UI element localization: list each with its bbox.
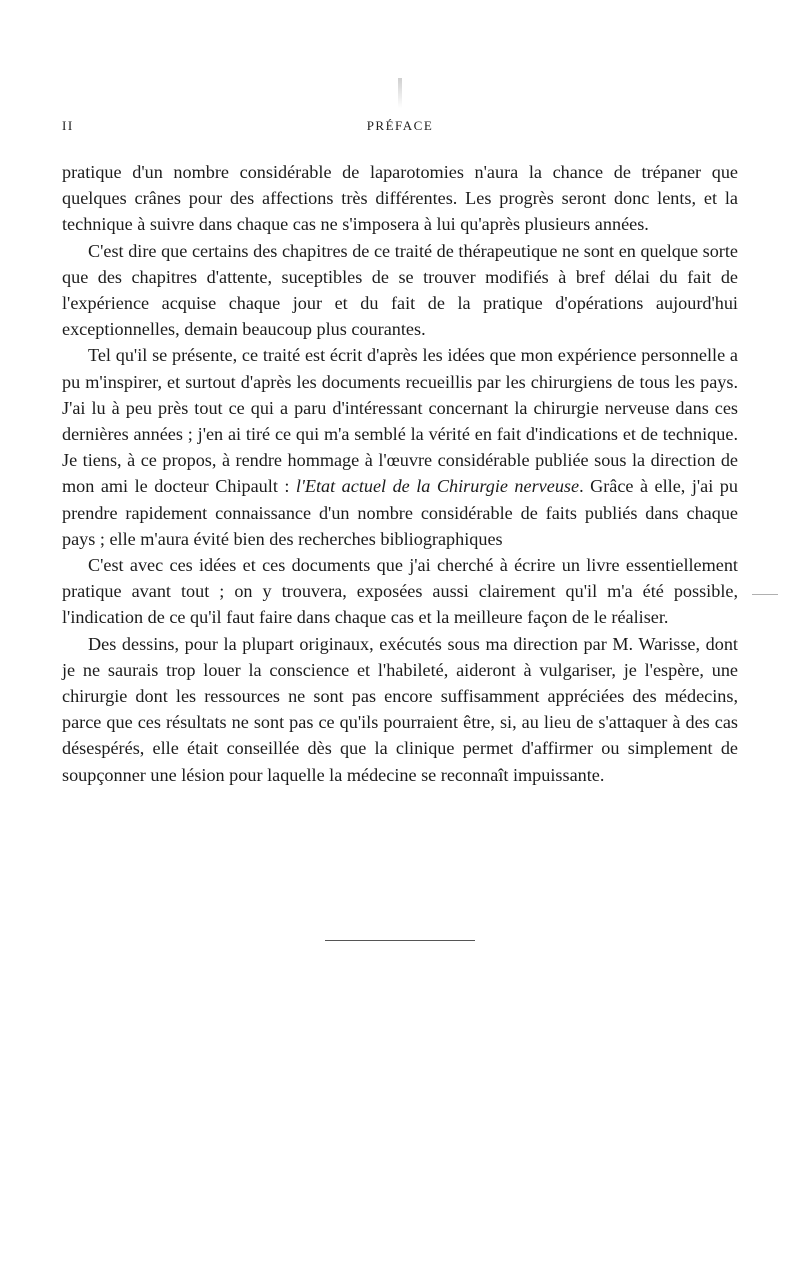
margin-mark [752, 594, 778, 595]
paragraph-3 [62, 342, 738, 552]
cited-work-title: l'Etat actuel de la Chirurgie nerveuse [295, 476, 580, 497]
paragraph-3-text-end: . Grâce à elle, j'ai pu prendre rapidement connaissance d'un nombre considérable de faits publiés dans chaque pays ; elle m'aura évité bien des recherches bibliographiques [62, 476, 738, 549]
paragraph-5: Des dessins, pour la plupart originaux, exécutés sous ma direction par M. Warisse, dont je ne saurais trop louer la conscience et l'habileté, aideront à vulgariser, je l'espère, une chirurgie dont les ressources ne sont pas encore suffisamment appréciées des médecins, parce que ces résultats ne sont pas ce qu'ils pourraient être, si, au lieu de s'attaquer à des cas désespérés, elle était conseillée dès que la clinique permet d'affirmer ou simplement de soupçonner une lésion pour laquelle la médecine se reconnaît impuissante. [62, 633, 738, 785]
scan-mark [398, 78, 402, 108]
body-text [62, 159, 738, 788]
paragraph-2: C'est dire que certains des chapitres de ce traité de thérapeutique ne sont en quelque sorte que des chapitres d'attente, suceptibles de se trouver modifiés à bref délai du fait de l'expérience acquise chaque jour et du fait de la pratique d'opérations aujourd'hui exceptionnelles, demain beaucoup plus courantes. [62, 240, 738, 340]
paragraph-3-text-start: Tel qu'il se présente, ce traité est écrit d'après les idées que mon expérience personnelle a pu m'inspirer, et surtout d'après les documents recueillis par les chirurgiens de tous les pays. J'ai lu à peu près tout ce qui a paru d'intéressant concernant la chirurgie nerveuse dans ces dernières années ; j'en ai tiré ce qui m'a semblé la vérité en fait d'indications et de technique. Je tiens, à ce propos, à rendre hommage à l'œuvre considérable publiée sous la direction de mon ami le docteur Chipault : [62, 345, 738, 497]
paragraph-1: pratique d'un nombre considérable de laparotomies n'aura la chance de trépaner que quelques crânes pour des affections très différentes. Les progrès seront donc lents, et la technique à suivre dans chaque cas ne s'imposera à lui qu'après plusieurs années. [62, 162, 738, 235]
page-header [62, 118, 738, 138]
page-number: II [62, 118, 74, 133]
running-head: PRÉFACE [366, 118, 434, 133]
end-rule [325, 940, 475, 941]
paragraph-4: C'est avec ces idées et ces documents que j'ai cherché à écrire un livre essentiellement pratique avant tout ; on y trouvera, exposées aussi clairement qu'il m'a été possible, l'indication de ce qu'il faut faire dans chaque cas et la meilleure façon de le réaliser. [62, 555, 738, 628]
